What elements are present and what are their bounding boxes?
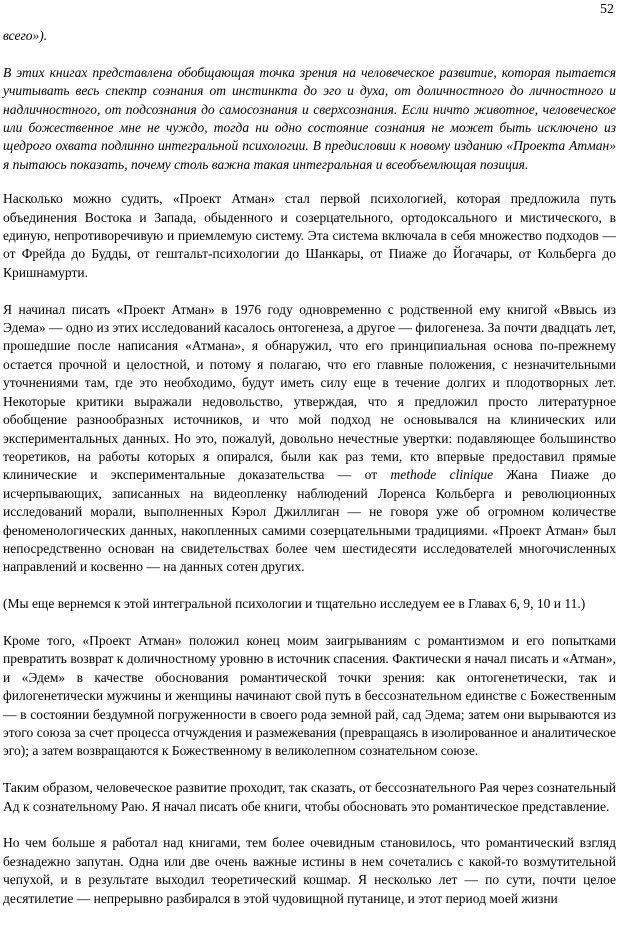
paragraph-confusion: Но чем больше я работал над книгами, тем более очевидным становилось, что романтический взгляд безнадежно запутан. Одна или две очень важные истины в нем сочетались с какой-то возмутительной чепухой, и в результате выходил теоретический кошмар. Я несколько лет — по сути, почти целое десятилетие — непрерывно разбирался в этой чудовищной путанице, и этот период моей жизни xyxy=(3,835,616,906)
paragraph-continuation: всего»). xyxy=(3,28,48,43)
page-content xyxy=(3,27,616,926)
paragraph-romanticism: Кроме того, «Проект Атман» положил конец моим заигрываниям с романтизмом и его попытками превратить возврат к доличностному уровню в источник спасения. Фактически я начал писать и «Атман», и «Эдем» в качестве обоснования романтической точки зрения: как онтогенетически, так и филогенетически мужчины и женщины начинают свой путь в бессознательном единстве с Божественным — в состоянии бездумной погруженности в своего рода земной рай, сад Эдема; затем они вырываются из этого союза за счет процесса отчуждения и размежевания (превращаясь в изолированное и аналитическое эго); а затем возвращаются к Божественному в великолепном сознательном союзе. xyxy=(3,632,616,759)
page-number: 52 xyxy=(600,2,614,17)
paragraph-text-after: Жана Пиаже до исчерпывающих, записанных на видеопленку наблюдений Лоренса Кольберга и революционных исследований морали, выполненных Кэрол Джиллиган — не говоря уже об огромном количестве феноменологических данных, накопленных самими созерцательными традициями. «Проект Атман» был непосредственно основан на свидетельствах более чем шестидесяти исследователей многочисленных направлений и косвенно — на данных сотен других. xyxy=(3,467,616,575)
paragraph-writing-history xyxy=(3,301,616,577)
paragraph-atman-project: Насколько можно судить, «Проект Атман» стал первой психологией, которая предложила путь объединения Востока и Запада, обыденного и созерцательного, ортодоксального и мистического, в единую, непротиворечивую и приемлемую систему. Эта система включала в себя множество подходов — от Фрейда до Будды, от гештальт-психологии до Шанкары, от Пиаже до Йогачары, от Кольберга до Кришнамурти. xyxy=(3,191,616,280)
paragraph-italic-summary: В этих книгах представлена обобщающая точка зрения на человеческое развитие, которая пытается учитывать весь спектр сознания от инстинкта до эго и духа, от доличностного до личностного и надличностного, от подсознания до самосознания и сверхсознания. Если ничто животное, человеческое или божественное мне не чуждо, тогда ни одно состояние сознания не может быть исключено из щедрого охвата подлинно интегральной психологии. В предисловии к новому изданию «Проекта Атман» я пытаюсь показать, почему столь важна такая интегральная и всеобъемлющая позиция. xyxy=(3,64,616,172)
paragraph-paradise: Таким образом, человеческое развитие проходит, так сказать, от бессознательного Рая через сознательный Ад к сознательному Раю. Я начал писать обе книги, чтобы обосновать это романтическое представление. xyxy=(3,780,616,814)
paragraph-chapter-note: (Мы еще вернемся к этой интегральной психологии и тщательно исследуем ее в Главах 6, 9, 10 и 11.) xyxy=(3,596,586,612)
paragraph-emphasis: methode clinique xyxy=(390,467,494,483)
paragraph-text-before: Я начинал писать «Проект Атман» в 1976 году одновременно с родственной ему книгой «Ввысь из Эдема» — одно из этих исследований касалось онтогенеза, а другое — филогенеза. За почти двадцать лет, прошедшие после написания «Атмана», я обнаружил, что его принципиальная основа по-прежнему остается прочной и целостной, и потому я полагаю, что его главные положения, с незначительными уточнениями там, где это необходимо, будут иметь силу еще в течение долгих и плодотворных лет. Некоторые критики выражали недовольство, утверждая, что я предложил просто литературное обобщение разнообразных источников, и что мой подход не основывался на клинических или экспериментальных данных. Но это, пожалуй, довольно нечестные увертки: подавляющее большинство теоретиков, на работы которых я опирался, были как раз теми, кто впервые предоставил прямые клинические и экспериментальные доказательства — от xyxy=(3,301,616,483)
